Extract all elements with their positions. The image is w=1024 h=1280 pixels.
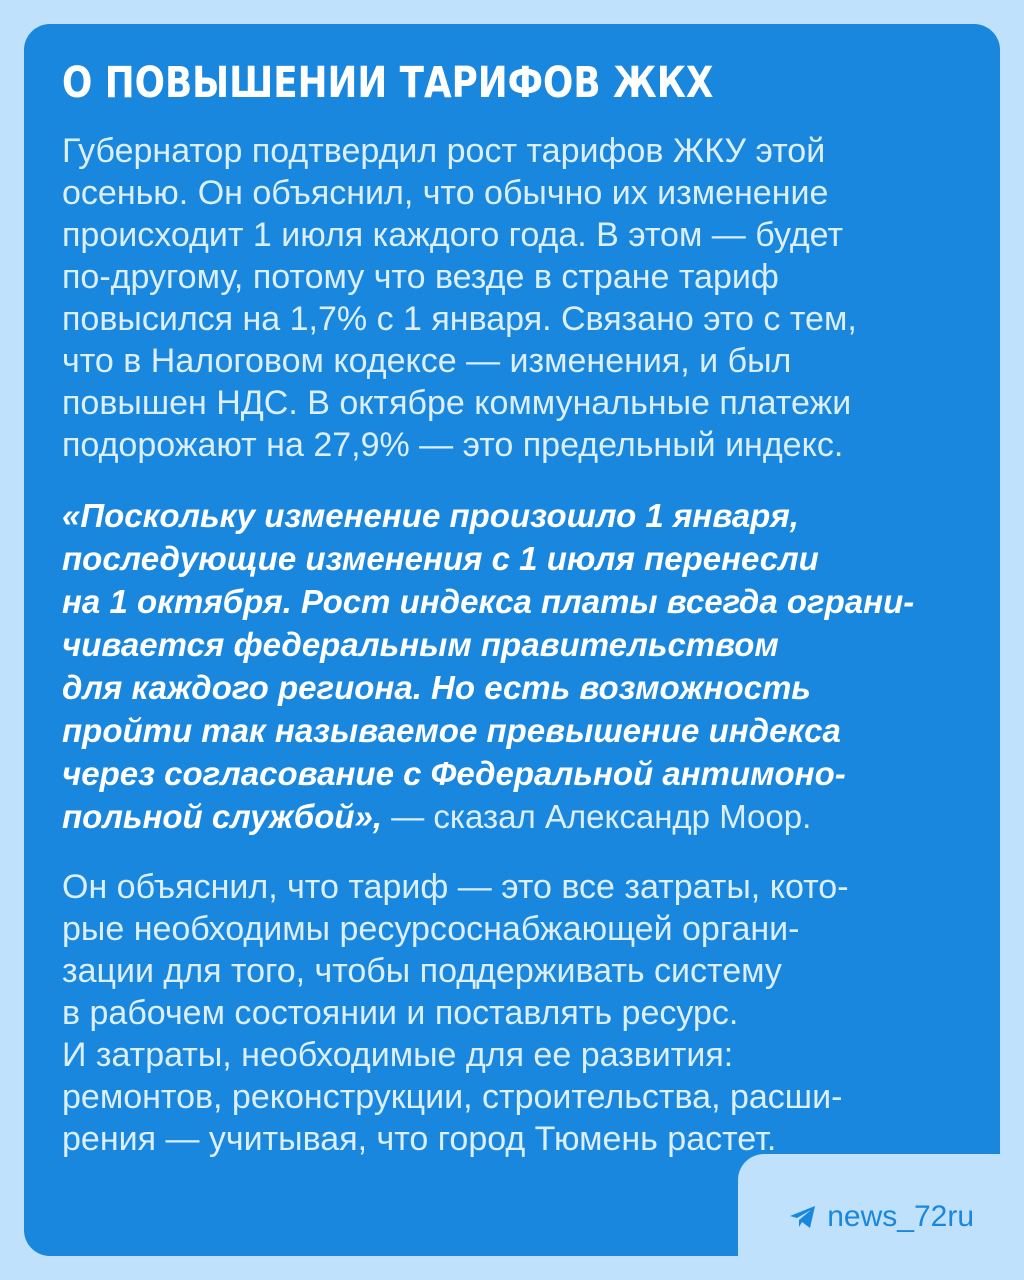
brand-label: news_72ru	[827, 1200, 974, 1233]
paragraph-intro	[62, 130, 962, 466]
quote-line: «Поскольку изменение произошло 1 января,	[62, 497, 799, 534]
quote-line: для каждого региона. Но есть возможность	[62, 669, 811, 706]
quote-line	[62, 795, 962, 838]
text-line: ремонтов, реконструкции, строительства, расши-	[62, 1078, 843, 1116]
brand-link[interactable]	[789, 1200, 974, 1234]
text-line: происходит 1 июля каждого года. В этом — будет	[62, 216, 844, 254]
quote-line: последующие изменения с 1 июля перенесли	[62, 540, 819, 577]
text-line: подорожают на 27,9% — это предельный индекс.	[62, 426, 844, 464]
article-content	[62, 52, 962, 1160]
text-line: повысился на 1,7% с 1 января. Связано это с тем,	[62, 300, 857, 338]
text-line: осенью. Он объяснил, что обычно их изменение	[62, 174, 829, 212]
quote-line: через согласование с Федеральной антимоно-	[62, 755, 846, 792]
text-line: повышен НДС. В октябре коммунальные платежи	[62, 384, 852, 422]
text-line: рые необходимы ресурсоснабжающей органи-	[62, 910, 800, 948]
text-line: Губернатор подтвердил рост тарифов ЖКУ этой	[62, 132, 826, 170]
quote-end: польной службой»,	[62, 798, 383, 835]
telegram-icon	[789, 1205, 817, 1229]
quote-line: чивается федеральным правительством	[62, 626, 779, 663]
text-line: И затраты, необходимые для ее развития:	[62, 1036, 734, 1074]
text-line: в рабочем состоянии и поставлять ресурс.	[62, 994, 739, 1032]
text-line: Он объяснил, что тариф — это все затраты, кото-	[62, 868, 849, 906]
governor-quote	[62, 494, 962, 838]
text-line: зации для того, чтобы поддерживать систему	[62, 952, 782, 990]
text-line: по-другому, потому что везде в стране тариф	[62, 258, 779, 296]
article-title: О ПОВЫШЕНИИ ТАРИФОВ ЖКХ	[62, 58, 714, 108]
quote-line: пройти так называемое превышение индекса	[62, 712, 841, 749]
paragraph-explanation	[62, 866, 962, 1160]
quote-line: на 1 октября. Рост индекса платы всегда ограни-	[62, 583, 915, 620]
quote-attribution: — сказал Александр Моор.	[382, 798, 812, 835]
text-line: что в Налоговом кодексе — изменения, и был	[62, 342, 792, 380]
text-line: рения — учитывая, что город Тюмень растет.	[62, 1120, 777, 1158]
